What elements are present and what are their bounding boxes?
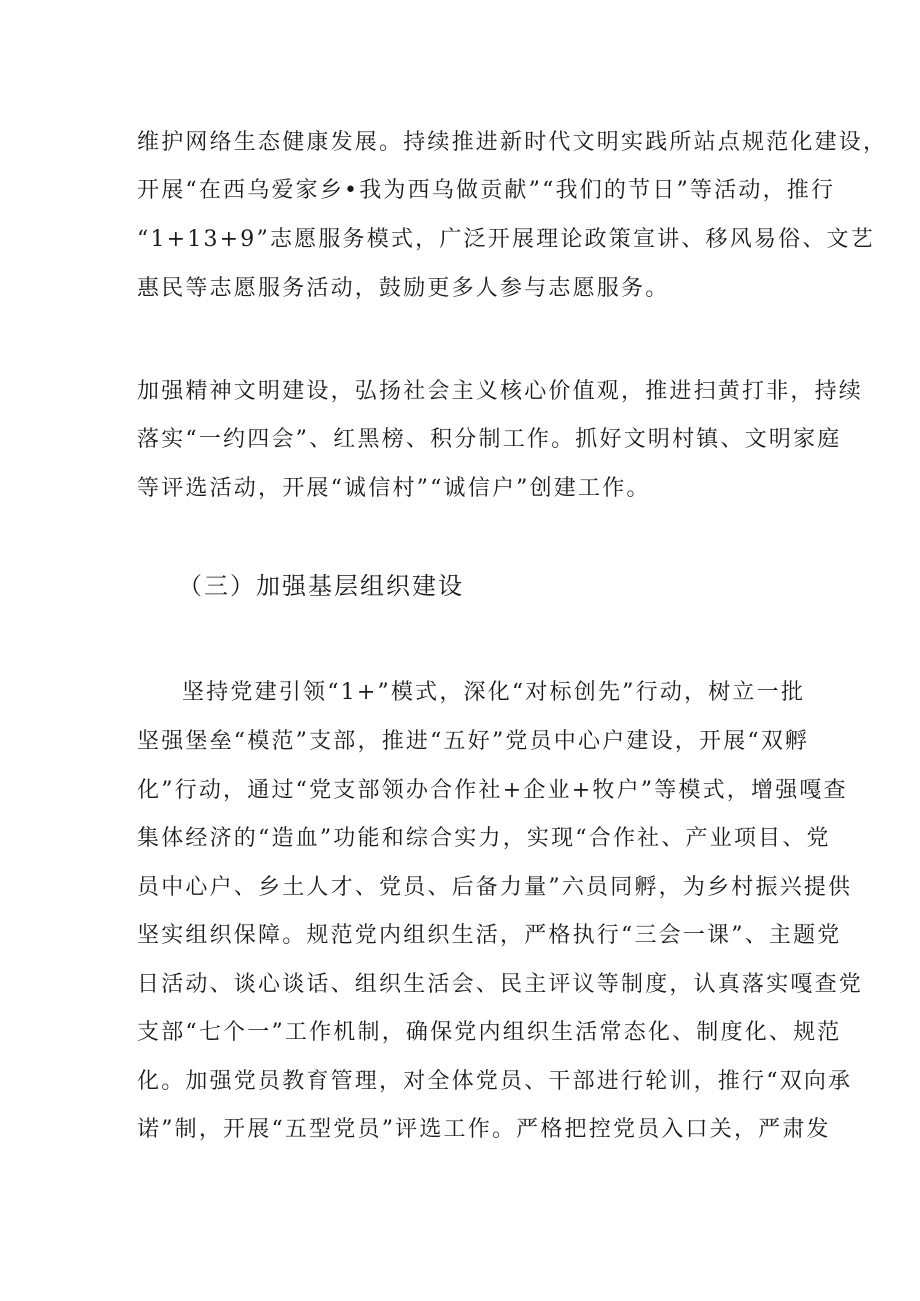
paragraph-3-line-3: 化”行动，通过“党支部领办合作社+企业+牧户”等模式，增强嘎查 — [137, 778, 848, 803]
paragraph-3-line-4: 集体经济的“造血”功能和综合实力，实现“合作社、产业项目、党 — [137, 826, 831, 851]
paragraph-1-line-3: “1+13+9”志愿服务模式，广泛开展理论政策宣讲、移风易俗、文艺 — [137, 227, 875, 252]
paragraph-3-line-6: 坚实组织保障。规范党内组织生活，严格执行“三会一课”、主题党 — [137, 923, 842, 948]
paragraph-2-line-1: 加强精神文明建设，弘扬社会主义核心价值观，推进扫黄打非，持续 — [137, 379, 864, 404]
paragraph-3-line-9: 化。加强党员教育管理，对全体党员、干部进行轮训，推行“双向承 — [137, 1069, 853, 1094]
paragraph-1-line-1: 维护网络生态健康发展。持续推进新时代文明实践所站点规范化建设， — [137, 130, 888, 155]
paragraph-2-line-2: 落实“一约四会”、红黑榜、积分制工作。抓好文明村镇、文明家庭 — [137, 427, 842, 452]
paragraph-3-line-10: 诺”制，开展“五型党员”评选工作。严格把控党员入口关，严肃发 — [137, 1117, 831, 1142]
paragraph-1-line-4: 惠民等志愿服务活动，鼓励更多人参与志愿服务。 — [137, 276, 670, 301]
paragraph-3-line-7: 日活动、谈心谈话、组织生活会、民主评议等制度，认真落实嘎查党 — [137, 972, 864, 997]
paragraph-3-line-2: 坚强堡垒“模范”支部，推进“五好”党员中心户建设，开展“双孵 — [137, 729, 810, 754]
paragraph-2-line-3: 等评选活动，开展“诚信村”“诚信户”创建工作。 — [137, 476, 651, 501]
paragraph-3-line-5: 员中心户、乡土人才、党员、后备力量”六员同孵，为乡村振兴提供 — [137, 875, 853, 900]
paragraph-3-line-1: 坚持党建引领“1+”模式，深化“对标创先”行动，树立一批 — [182, 680, 806, 705]
section-heading: （三）加强基层组织建设 — [178, 572, 464, 600]
paragraph-3-line-8: 支部“七个一”工作机制，确保党内组织生活常态化、制度化、规范 — [137, 1020, 842, 1045]
paragraph-1-line-2: 开展“在西乌爱家乡•我为西乌做贡献”“我们的节日”等活动，推行 — [137, 178, 836, 203]
